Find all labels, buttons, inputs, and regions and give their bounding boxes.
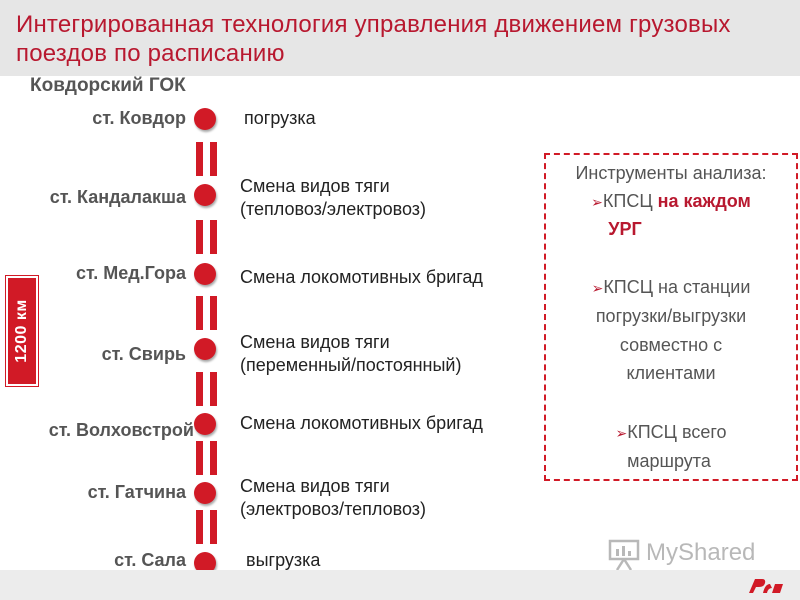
station-name-volkhovstroy: ст. Волховстрой: [48, 420, 194, 440]
tools-item-1-cont: УРГ: [608, 219, 642, 239]
station-dot: [194, 413, 216, 435]
slide-title: Интегрированная технология управления движением грузовых поездов по расписанию: [16, 11, 731, 67]
station-desc: Смена локомотивных бригад: [240, 413, 483, 433]
station-desc: выгрузка: [246, 550, 321, 570]
company-label: Ковдорский ГОК: [30, 75, 186, 96]
station-dot: [194, 482, 216, 504]
distance-badge: 1200 км: [6, 276, 38, 386]
analysis-tools-box: [544, 153, 798, 481]
tools-item-1: ➢КПСЦ на каждом: [591, 191, 751, 211]
station-dot: [194, 263, 216, 285]
tools-item-3-line2: маршрута: [627, 451, 711, 471]
tools-item-3: ➢КПСЦ всего: [615, 422, 727, 442]
station-dot: [194, 184, 216, 206]
station-desc: погрузка: [244, 108, 316, 128]
presentation-board-icon: [608, 537, 640, 571]
tools-item-2-line2: погрузки/выгрузки: [595, 306, 747, 326]
station-name-kovdor: ст. Ковдор: [92, 108, 186, 128]
station-desc: Смена видов тяги (электровоз/тепловоз): [240, 476, 426, 519]
station-name-gatchina: ст. Гатчина: [87, 482, 186, 502]
station-desc: Смена локомотивных бригад: [240, 267, 483, 287]
station-name-kandalaksha: ст. Кандалакша: [49, 187, 186, 207]
tools-item-2: ➢КПСЦ на станции: [591, 277, 751, 297]
arrow-bullet-icon: ➢: [615, 425, 628, 441]
tools-heading: Инструменты анализа:: [575, 163, 767, 183]
tools-item-2-line4: клиентами: [626, 363, 716, 383]
station-desc: Смена видов тяги (переменный/постоянный): [240, 332, 462, 375]
tools-item-2-line3: совместно с: [619, 335, 723, 355]
arrow-bullet-icon: ➢: [591, 194, 603, 210]
track-segment: [196, 441, 222, 475]
rzd-logo-icon: [746, 575, 786, 597]
station-name-svir: ст. Свирь: [101, 344, 186, 364]
station-name-med-gora: ст. Мед.Гора: [76, 263, 186, 283]
footer-band: [0, 570, 800, 600]
track-segment: [196, 510, 222, 544]
track-segment: [196, 142, 222, 176]
watermark-logo: MyShared: [608, 537, 768, 573]
station-dot: [194, 338, 216, 360]
track-segment: [196, 372, 222, 406]
station-desc: Смена видов тяги (тепловоз/электровоз): [240, 176, 426, 219]
track-segment: [196, 220, 222, 254]
station-dot: [194, 108, 216, 130]
track-segment: [196, 296, 222, 330]
arrow-bullet-icon: ➢: [591, 280, 604, 296]
station-name-sala: ст. Сала: [114, 550, 186, 570]
